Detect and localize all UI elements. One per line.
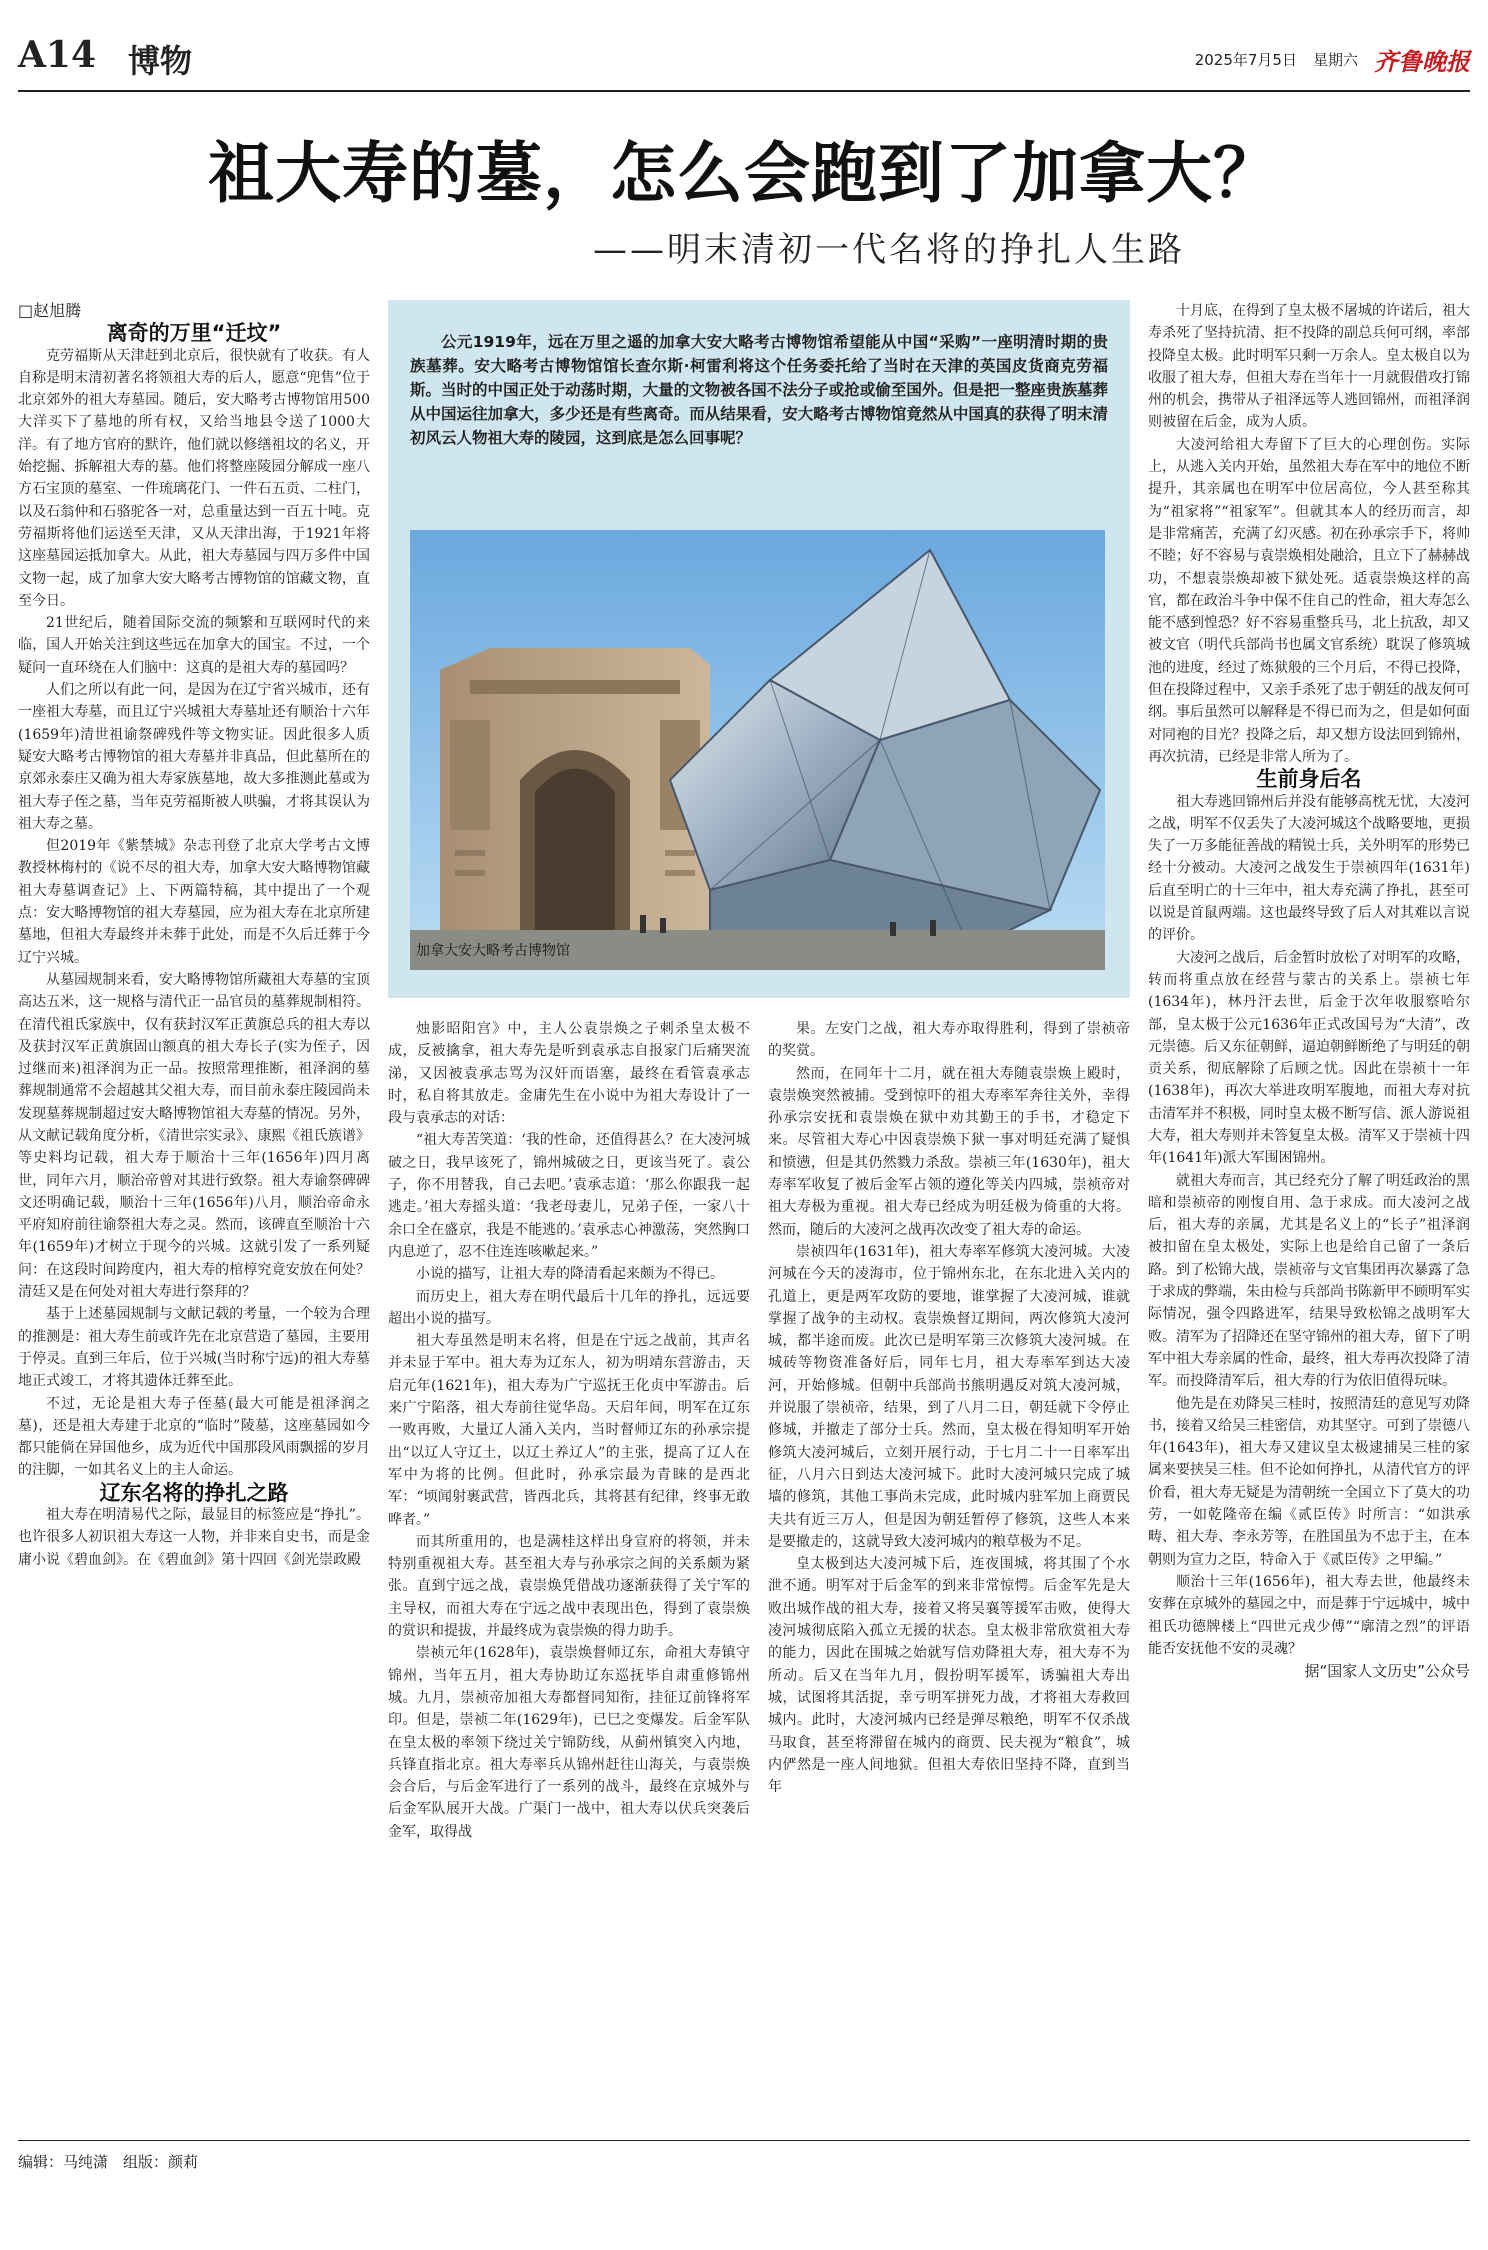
paragraph: 崇祯四年(1631年)，祖大寿率军修筑大凌河城。大凌河城在今天的凌海市，位于锦州东北，在东北进入关内的孔道上，更是两军攻防的要地，谁掌握了大凌河城，谁就掌握了战争的主动权。袁崇焕督辽期间，两次修筑大凌河城，都半途而废。此次已是明军第三次修筑大凌河城。在城砖等物资准备好后，同年七月，祖大寿率军到达大凌河，开始修城。但朝中兵部尚书熊明遇反对筑大凌河城，并说服了崇祯帝，结果，到了八月二日，朝廷就下令停止修城，并撤走了部分士兵。然而，皇太极在得知明军开始修筑大凌河城后，立刻开展行动，于七月二十一日率军出征，八月六日到达大凌河城下。此时大凌河城只完成了城墙的修筑，其他工事尚未完成，此时城内驻军加上商贾民夫共有近三万人，但是因为朝廷暂停了修筑，这些人本来是要撤走的，这就导致大凌河城内的粮草极为不足。 bbox=[768, 1243, 1130, 1550]
article-source: 据“国家人文历史”公众号 bbox=[1304, 1662, 1470, 1681]
paragraph: 大凌河给祖大寿留下了巨大的心理创伤。实际上，从逃入关内开始，虽然祖大寿在军中的地位不断提升，其亲属也在明军中位居高位，今人甚至称其为“祖家将”“祖家军”。但就其本人的经历而言，却是非常痛苦，充满了幻灭感。初在孙承宗手下，将帅不睦；好不容易与袁崇焕相处融洽，且立下了赫赫战功，不想袁崇焕却被下狱处死。适袁崇焕这样的高官，都在政治斗争中保不住自己的性命，祖大寿怎么能不感到惶恐？好不容易重整兵马，北上抗敌，却又被文官（明代兵部尚书也属文官系统）耽误了修筑城池的进度，经过了炼狱般的三个月后，不得已投降，但在投降过程中，又亲手杀死了忠于朝廷的战友何可纲。事后虽然可以解释是不得已而为之，但是如何面对同袍的目光？投降之后，却又想方设法回到锦州，再次抗清，已经是非常人所为了。 bbox=[1148, 436, 1470, 765]
paragraph: 21世纪后，随着国际交流的频繁和互联网时代的来临，国人开始关注到这些远在加拿大的国宝。不过，一个疑问一直环绕在人们脑中：这真的是祖大寿的墓园吗？ bbox=[18, 615, 370, 676]
paragraph: 祖大寿在明清易代之际，最显目的标签应是“挣扎”。也许很多人初识祖大寿这一人物，并非来自史书，而是金庸小说《碧血剑》。在《碧血剑》第十四回《剑光崇政殿 bbox=[18, 1507, 370, 1568]
museum-photo bbox=[410, 530, 1105, 970]
paragraph: 而其所重用的，也是满桂这样出身宣府的将领，并未特别重视祖大寿。甚至祖大寿与孙承宗之间的关系颇为紧张。直到宁远之战，袁崇焕凭借战功逐渐获得了关宁军的主导权，而祖大寿在宁远之战中表现出色，得到了袁崇焕的赏识和提拔，并最终成为袁崇焕的得力助手。 bbox=[388, 1533, 750, 1640]
paragraph: 基于上述墓园规制与文献记载的考量，一个较为合理的推测是：祖大寿生前或许先在北京营造了墓园，主要用于停灵。直到三年后，位于兴城(当时称宁远)的祖大寿墓地正式竣工，才将其遗体迁葬至此。 bbox=[18, 1306, 370, 1390]
article-intro: 公元1919年，远在万里之遥的加拿大安大略考古博物馆希望能从中国“采购”一座明清时期的贵族墓葬。安大略考古博物馆馆长查尔斯·柯雷利将这个任务委托给了当时在天津的英国皮货商克劳福斯。当时的中国正处于动荡时期，大量的文物被各国不法分子或抢或偷至国外。但是把一整座贵族墓葬从中国运往加拿大，多少还是有些离奇。而从结果看，安大略考古博物馆竟然从中国真的获得了明末清初风云人物祖大寿的陵园，这到底是怎么回事呢？ bbox=[410, 333, 1108, 447]
paragraph: 从墓园规制来看，安大略博物馆所藏祖大寿墓的宝顶高达五米，这一规格与清代正一品官员的墓葬规制相符。在清代祖氏家族中，仅有获封汉军正黄旗总兵的祖大寿以及获封汉军正黄旗固山额真的祖大寿长子(实为侄子，因过继而来)祖泽润为正一品。按照常理推断，祖泽润的墓葬规制通常不会超越其父祖大寿，而目前永泰庄陵园尚未发现墓葬规制超过安大略博物馆祖大寿墓的情况。另外，从文献记载角度分析，《清世宗实录》、康熙《祖氏族谱》等史料均记载，祖大寿于顺治十三年(1656年)四月离世，同年六月，顺治帝曾对其进行致祭。祖大寿谕祭碑碑文还明确记载，顺治十三年(1656年)八月，顺治帝命永平府知府前往谕祭祖大寿之灵。然而，该碑直至顺治十六年(1659年)才树立于现今的兴城。这就引发了一系列疑问：在这段时间跨度内，祖大寿的棺椁究竟安放在何处？清廷又是在何处对祖大寿进行祭拜的？ bbox=[18, 971, 370, 1301]
issue-date: 2025年7月5日 bbox=[1194, 51, 1297, 69]
paragraph: 崇祯元年(1628年)，袁崇焕督师辽东，命祖大寿镇守锦州，当年五月，祖大寿协助辽东巡抚毕自肃重修锦州城。九月，崇祯帝加祖大寿都督同知衔，挂征辽前锋将军印。但是，崇祯二年(1629年)，已巳之变爆发。后金军队在皇太极的率领下绕过关宁锦防线，从蓟州镇突入内地，兵锋直指北京。祖大寿率兵从锦州赶往山海关，与袁崇焕会合后，与后金军进行了一系列的战斗，最终在京城外与后金军队展开大战。广渠门一战中，祖大寿以伏兵突袭后金军，取得战 bbox=[388, 1645, 750, 1840]
subhead-migration: 离奇的万里“迁坟” bbox=[106, 321, 282, 346]
museum-illustration bbox=[410, 530, 1105, 970]
paragraph: 然而，在同年十二月，就在祖大寿随袁崇焕上殿时，袁崇焕突然被捕。受到惊吓的祖大寿率军奔往关外，幸得孙承宗安抚和袁崇焕在狱中劝其勤王的手书，才稳定下来。尽管祖大寿心中因袁崇焕下狱一事对明廷充满了疑惧和愤懑，但是其仍然戮力杀敌。崇祯三年(1630年)，祖大寿率军收复了被后金军占领的遵化等关内四城，崇祯帝对祖大寿极为重视。祖大寿已经成为明廷极为倚重的大将。然而，随后的大凌河之战再次改变了祖大寿的命运。 bbox=[768, 1065, 1130, 1238]
photo-caption: 加拿大安大略考古博物馆 bbox=[416, 943, 570, 959]
paragraph: 祖大寿逃回锦州后并没有能够高枕无忧，大凌河之战，明军不仅丢失了大凌河城这个战略要地，更损失了一万多能征善战的精锐士兵，关外明军的形势已经十分被动。大凌河之战发生于崇祯四年(1631年)后直至明亡的十三年中，祖大寿充满了挣扎，甚至可以说是首鼠两端。这也最终导致了后人对其难以言说的评价。 bbox=[1148, 793, 1470, 944]
newspaper-logo: 齐鲁晚报 bbox=[1374, 47, 1470, 76]
paragraph: 就祖大寿而言，其已经充分了解了明廷政治的黑暗和崇祯帝的刚愎自用、急于求成。而大凌河之战后，祖大寿的亲属，尤其是名义上的“长子”祖泽润被扣留在皇太极处，实际上也是给自己留了一条后路。到了松锦大战，崇祯帝与文官集团再次暴露了急于求成的弊端，朱由检与兵部尚书陈新甲不顾明军实际情况，强令四路进军，结果导致松锦之战明军大败。清军为了招降还在坚守锦州的祖大寿，留下了明军中祖大寿亲属的性命，最终，祖大寿再次投降了清军。而投降清军后，祖大寿的行为依旧值得玩味。 bbox=[1148, 1172, 1470, 1390]
paragraph: 十月底，在得到了皇太极不屠城的许诺后，祖大寿杀死了坚持抗清、拒不投降的副总兵何可纲，率部投降皇太极。此时明军只剩一万余人。皇太极自以为收服了祖大寿，但祖大寿在当年十一月就假借攻打锦州的机会，携带从子祖泽远等人逃回锦州，而祖泽润则被留在后金，成为人质。 bbox=[1148, 303, 1470, 431]
paragraph: “祖大寿苦笑道：‘我的性命，还值得甚么？在大凌河城破之日，我早该死了，锦州城破之日，更该当死了。袁公子，你不用替我，自己去吧。’袁承志道：‘那么你跟我一起逃走。’祖大寿摇头道：‘我老母妻儿，兄弟子侄，一家八十余口全在盛京，我是不能逃的。’袁承志心神激荡，突然胸口内息逆了，忍不住连连咳嗽起来。” bbox=[388, 1132, 750, 1260]
paragraph: 大凌河之战后，后金暂时放松了对明军的攻略，转而将重点放在经营与蒙古的关系上。崇祯七年(1634年)，林丹汗去世，后金于次年收服察哈尔部，皇太极于公元1636年正式改国号为“大清”，改元崇德。后又东征朝鲜，逼迫朝鲜断绝了与明廷的朝贡关系，彻底解除了后顾之忧。因此在崇祯十一年(1638年)，再次大举进攻明军腹地，而祖大寿对抗击清军并不积极，同时皇太极不断写信、派人游说祖大寿，祖大寿则并未答复皇太极。清军又于崇祯十四年(1641年)派大军围困锦州。 bbox=[1148, 949, 1470, 1167]
article-subtitle: ——明末清初一代名将的挣扎人生路 bbox=[593, 230, 1185, 270]
feature-box bbox=[388, 300, 1130, 998]
paragraph: 克劳福斯从天津赶到北京后，很快就有了收获。有人自称是明末清初著名将领祖大寿的后人，愿意“兜售”位于北京郊外的祖大寿墓园。随后，安大略考古博物馆用500大洋买下了墓地的所有权，又给当地县令送了1000大洋。有了地方官府的默许，他们就以修缮祖坟的名义，开始挖掘、拆解祖大寿的墓。他们将整座陵园分解成一座八方石宝顶的墓室、一件琉璃花门、一件石五贡、二柱门，以及石翁仲和石骆驼各一对，总重量达到一百五十吨。克劳福斯将他们运送至天津，又从天津出海，于1921年将这座墓园运抵加拿大。从此，祖大寿墓园与四万多件中国文物一起，成了加拿大安大略考古博物馆的馆藏文物，直至今日。 bbox=[18, 347, 370, 609]
paragraph: 人们之所以有此一问，是因为在辽宁省兴城市，还有一座祖大寿墓，而且辽宁兴城祖大寿墓址还有顺治十六年(1659年)清世祖谕祭碑残件等文物实证。因此很多人质疑安大略考古博物馆的祖大寿墓并非真品，但此墓所在的京郊永泰庄又确为祖大寿家族墓地，故大多推测此墓或为祖大寿子侄之墓，当年克劳福斯被人哄骗，才将其误认为祖大寿之墓。 bbox=[18, 682, 370, 832]
paragraph: 烛影昭阳宫》中，主人公袁崇焕之子刺杀皇太极不成，反被擒拿，祖大寿先是听到袁承志自报家门后痛哭流涕，又因被袁承志骂为汉奸而语塞，最终在看管袁承志时，私自将其放走。金庸先生在小说中为祖大寿设计了一段与袁承志的对话： bbox=[388, 1021, 750, 1127]
section-name: 博物 bbox=[128, 42, 193, 80]
paragraph: 皇太极到达大凌河城下后，连夜围城，将其围了个水泄不通。明军对于后金军的到来非常惊愕。后金军先是大败出城作战的祖大寿，接着又将吴襄等援军击败，使得大凌河城彻底陷入孤立无援的状态。皇太极非常欣赏祖大寿的能力，因此在围城之始就写信劝降祖大寿，祖大寿不为所动。后又在当年九月，假扮明军援军，诱骗祖大寿出城，试图将其活捉，幸亏明军拼死力战，才将祖大寿救回城内。此时，大凌河城内已经是弹尽粮绝，明军不仅杀战马取食，甚至将滞留在城内的商贾、民夫视为“粮食”，城内俨然是一座人间地狱。但祖大寿依旧坚持不降，直到当年 bbox=[768, 1556, 1130, 1796]
paragraph: 而历史上，祖大寿在明代最后十几年的挣扎，远远要超出小说的描写。 bbox=[388, 1288, 750, 1327]
paragraph: 但2019年《紫禁城》杂志刊登了北京大学考古文博教授林梅村的《说不尽的祖大寿，加拿大安大略博物馆藏祖大寿墓调查记》上、下两篇特稿，其中提出了一个观点：安大略博物馆的祖大寿墓园，应为祖大寿在北京所建墓地，但祖大寿最终并未葬于此处，而是不久后迁葬于今辽宁兴城。 bbox=[18, 838, 370, 966]
paragraph: 不过，无论是祖大寿子侄墓(最大可能是祖泽润之墓)，还是祖大寿建于北京的“临时”陵墓，这座墓园如今都只能倘在异国他乡，成为近代中国那段风雨飘摇的岁月的注脚，一如其名义上的主人命运。 bbox=[18, 1395, 370, 1479]
page-header bbox=[18, 34, 1470, 92]
paragraph: 小说的描写，让祖大寿的降清看起来颇为不得已。 bbox=[416, 1266, 724, 1283]
editor-credits: 编辑：马纯潇 组版：颜莉 bbox=[18, 2153, 199, 2171]
header-meta bbox=[1195, 42, 1470, 77]
subhead-legacy: 生前身后名 bbox=[1256, 767, 1362, 792]
byline: □赵旭腾 bbox=[18, 301, 82, 320]
paragraph: 他先是在劝降吴三桂时，按照清廷的意见写劝降书，接着又给吴三桂密信，劝其坚守。可到了崇德八年(1643年)，祖大寿又建议皇太极逮捕吴三桂的家属来要挟吴三桂。但不论如何挣扎，从清代官方的评价看，祖大寿无疑是为清朝统一全国立下了莫大的功劳，一如乾隆帝在编《贰臣传》时所言：“如洪承畴、祖大寿、李永芳等，在胜国虽为不忠于主，在本朝则为宣力之臣，特命入于《贰臣传》之甲编。” bbox=[1148, 1395, 1470, 1568]
paragraph: 祖大寿虽然是明末名将，但是在宁远之战前，其声名并未显于军中。祖大寿为辽东人，初为明靖东营游击，天启元年(1621年)，祖大寿为广宁巡抚王化贞中军游击。后来广宁陷落，祖大寿前往觉华岛。天启年间，明军在辽东一败再败，大量辽人涌入关内，当时督师辽东的孙承宗提出“以辽人守辽土，以辽土养辽人”的主张，提高了辽人在军中为将的比例。但此时，孙承宗最为青睐的是西北军：“顷闻射裹武营，皆西北兵，其将甚有纪律，终事无敢哗者。” bbox=[388, 1333, 750, 1528]
page-number: A14 bbox=[18, 34, 97, 76]
column-2 bbox=[388, 1018, 750, 2250]
paragraph: 顺治十三年(1656年)，祖大寿去世，他最终未安葬在京城外的墓园之中，而是葬于宁远城中，城中祖氏功德牌楼上“四世元戎少傅”“廓清之烈”的评语能否安抚他不安的灵魂？ bbox=[1148, 1573, 1470, 1657]
article-title: 祖大寿的墓，怎么会跑到了加拿大？ bbox=[208, 134, 1280, 212]
issue-weekday: 星期六 bbox=[1312, 51, 1358, 69]
page-footer bbox=[18, 2140, 1470, 2176]
paragraph: 果。左安门之战，祖大寿亦取得胜利，得到了崇祯帝的奖赏。 bbox=[768, 1021, 1130, 1060]
column-1 bbox=[18, 300, 370, 2120]
subhead-struggle: 辽东名将的挣扎之路 bbox=[99, 1480, 289, 1505]
column-3 bbox=[768, 1018, 1130, 2250]
column-4 bbox=[1148, 300, 1470, 2120]
